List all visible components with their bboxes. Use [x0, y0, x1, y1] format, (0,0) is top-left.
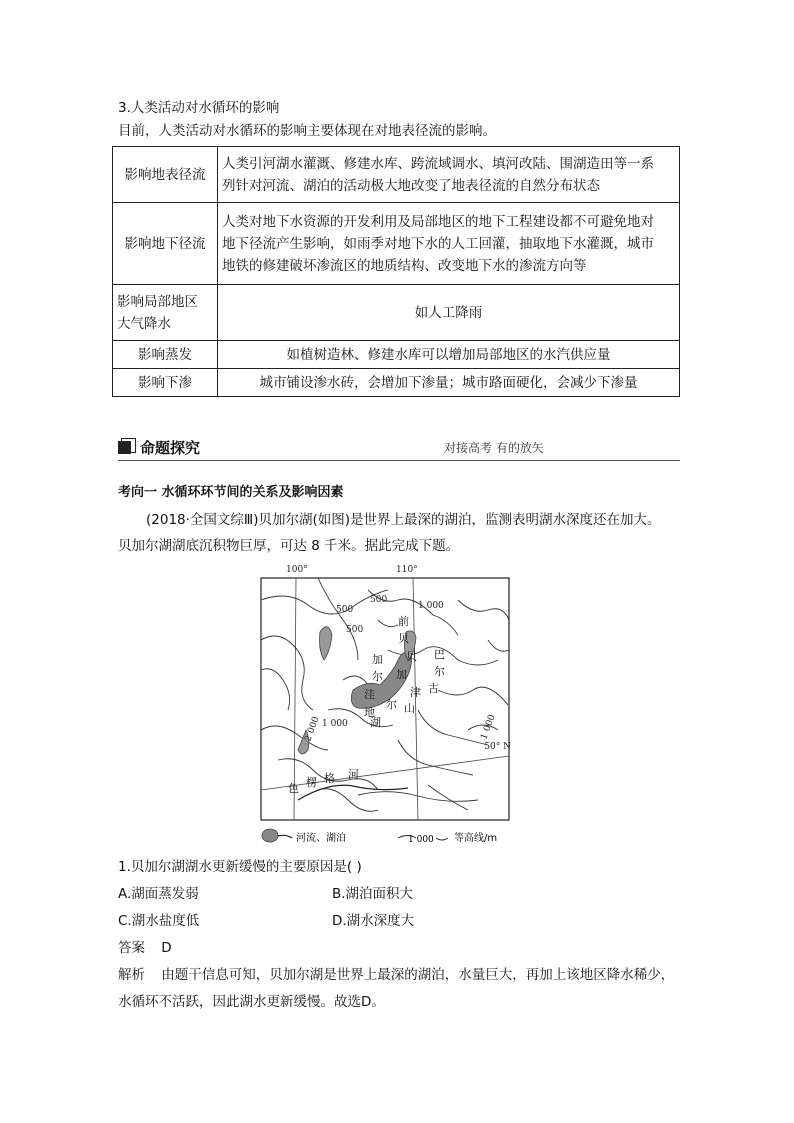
answer-value: D: [161, 940, 172, 956]
place-char: 楞: [306, 776, 317, 789]
table-value-line: 列针对河流、湖泊的活动极大地改变了地表径流的自然分布状态: [222, 177, 600, 194]
contour-label: 500: [370, 595, 388, 605]
legend-lake-symbol: [262, 829, 278, 842]
table-row: [113, 285, 680, 341]
place-char: 尔: [386, 698, 397, 711]
legend-river-label: 河流、湖泊: [296, 833, 346, 844]
place-char: 前: [398, 615, 409, 628]
table-row: [113, 203, 680, 285]
section-title: 命题探究: [140, 439, 201, 457]
place-char: 贝: [406, 650, 417, 663]
analysis-text: 由题干信息可知，贝加尔湖是世界上最深的湖泊，水量巨大，再加上该地区降水稀少，: [161, 967, 675, 983]
option-d: D.湖水深度大: [332, 913, 415, 929]
table-value-line: 人类引河湖水灌溉、修建水库、跨流域调水、填河改陆、围湖造田等一系: [222, 155, 654, 172]
section-heading: 3.人类活动对水循环的影响: [118, 100, 280, 116]
impact-table: [112, 146, 680, 397]
option-c: C.湖水盐度低: [118, 913, 200, 929]
answer-line: [118, 938, 172, 958]
lat-label: 50° N: [484, 742, 511, 752]
meridian-line: [413, 578, 418, 820]
table-value-cell: 城市铺设渗水砖，会增加下渗量；城市路面硬化，会减少下渗量: [218, 369, 680, 397]
place-char: 湖: [370, 716, 381, 729]
option-b: B.湖泊面积大: [332, 886, 414, 902]
divider: [118, 460, 680, 461]
legend-river-symbol: [278, 835, 292, 838]
place-char: 格: [324, 772, 335, 785]
table-key-cell: 影响下渗: [113, 369, 218, 397]
place-char: 加: [372, 653, 383, 666]
table-key-cell: 影响地表径流: [113, 147, 218, 203]
table-row: [113, 147, 680, 203]
contour-label: 1 000: [322, 719, 348, 729]
place-char: 津: [410, 686, 421, 699]
table-value-line: 人类对地下水资源的开发利用及局部地区的地下工程建设都不可避免地对: [222, 213, 654, 230]
table-value-cell: 如植树造林、修建水库可以增加局部地区的水汽供应量: [218, 341, 680, 369]
table-key-line: 影响局部地区: [117, 293, 198, 310]
contour-label: 2 000: [303, 715, 322, 744]
place-char: 尔: [372, 670, 383, 683]
section-icon: [118, 441, 131, 454]
legend-contour-label: 等高线/m: [454, 833, 498, 844]
place-char: 尔: [434, 665, 445, 678]
table-value-line: 地铁的修建破坏渗流区的地质结构、改变地下水的渗流方向等: [222, 257, 587, 274]
lake-small: [320, 627, 333, 660]
table-key-cell: [113, 285, 218, 341]
topic-line: 考向一 水循环环节间的关系及影响因素: [118, 485, 344, 500]
place-char: 地: [364, 706, 375, 719]
analysis-text: 水循环不活跃，因此湖水更新缓慢。故选D。: [118, 994, 385, 1010]
place-char: 古: [428, 682, 439, 695]
lon-label: 110°: [396, 565, 418, 575]
table-key-cell: 影响蒸发: [113, 341, 218, 369]
contour-label: 500: [336, 605, 354, 615]
option-a: A.湖面蒸发弱: [118, 886, 199, 902]
section-tagline: 对接高考 有的放矢: [444, 441, 544, 455]
legend-contour-symbol: [436, 838, 448, 840]
question-stem: (2018·全国文综Ⅲ)贝加尔湖(如图)是世界上最深的湖泊，监测表明湖水深度还在加大。: [146, 512, 661, 528]
place-char: 贝: [398, 632, 409, 645]
table-value-cell: [218, 147, 680, 203]
table-row: [113, 341, 680, 369]
table-key-cell: 影响地下径流: [113, 203, 218, 285]
place-char: 山: [404, 702, 415, 715]
table-key-line: 大气降水: [117, 315, 171, 332]
legend-contour-sample: 1 000: [408, 835, 434, 845]
place-char: 河: [348, 768, 359, 781]
baikal-map: [258, 560, 512, 822]
map-legend: [258, 826, 518, 848]
analysis-label: 解析: [118, 967, 145, 983]
question-text: 1.贝加尔湖湖水更新缓慢的主要原因是( ): [118, 859, 362, 875]
section-header: [118, 438, 680, 462]
intro-text: 目前，人类活动对水循环的影响主要体现在对地表径流的影响。: [118, 123, 496, 139]
analysis-line: [118, 965, 674, 985]
contour-label: 1 000: [418, 601, 444, 611]
table-row: [113, 369, 680, 397]
place-char: 巴: [434, 648, 445, 661]
table-value-cell: [218, 203, 680, 285]
place-char: 加: [396, 668, 407, 681]
table-value-cell: 如人工降雨: [218, 285, 680, 341]
place-char: 色: [288, 782, 299, 795]
place-char: 洼: [364, 688, 375, 701]
question-stem: 贝加尔湖湖底沉积物巨厚，可达 8 千米。据此完成下题。: [118, 538, 460, 554]
answer-label: 答案: [118, 940, 145, 956]
contour-label: 1 000: [479, 713, 498, 742]
table-value-line: 地下径流产生影响，如雨季对地下水的人工回灌，抽取地下水灌溉，城市: [222, 235, 654, 252]
contour-label: 500: [346, 625, 364, 635]
lon-label: 100°: [286, 565, 308, 575]
